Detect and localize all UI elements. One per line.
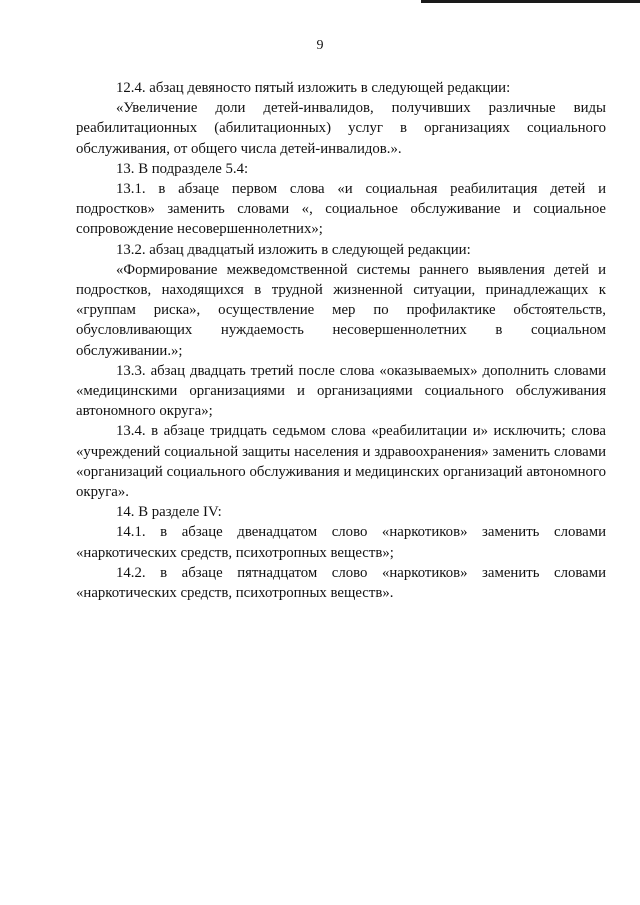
document-body [76,78,606,603]
paragraph-13-2-text: «Формирование межведомственной системы раннего выявления детей и подростков, находящихся в трудной жизненной ситуации, принадлежащих к «группам риска», осуществление мер по профилактике обстоятельств, обусловливающих нуждаемость несовершеннолетних в социальном обслуживании.»; [76,261,606,359]
scan-edge-mark [421,0,640,3]
paragraph-13-4: 13.4. в абзаце тридцать седьмом слова «реабилитации и» исключить; слова «учреждений социальной защиты населения и здравоохранения» заменить словами «организаций социального обслуживания и медицинских организаций автономного округа». [76,423,606,501]
paragraph-13-3: 13.3. абзац двадцать третий после слова «оказываемых» дополнить словами «медицинскими организациями и организациями социального обслуживания автономного округа»; [76,362,606,420]
paragraph-12-4: 12.4. абзац девяносто пятый изложить в следующей редакции: [116,80,511,96]
paragraph-14-2: 14.2. в абзаце пятнадцатом слово «наркотиков» заменить словами «наркотических средств, психотропных веществ». [76,564,606,602]
paragraph-14-1: 14.1. в абзаце двенадцатом слово «наркотиков» заменить словами «наркотических средств, психотропных веществ»; [76,524,606,561]
paragraph-13: 13. В подразделе 5.4: [116,160,249,177]
paragraph-14: 14. В разделе IV: [116,504,222,521]
page-number: 9 [316,38,324,53]
paragraph-12-4-text: «Увеличение доли детей-инвалидов, получивших различные виды реабилитационных (абилитационных) услуг в организациях социального обслуживания, от общего числа детей-инвалидов.». [76,100,606,157]
paragraph-13-2: 13.2. абзац двадцатый изложить в следующей редакции: [116,241,471,258]
paragraph-13-1: 13.1. в абзаце первом слова «и социальная реабилитация детей и подростков» заменить словами «, социальное обслуживание и социальное сопровождение несовершеннолетних»; [76,181,606,238]
